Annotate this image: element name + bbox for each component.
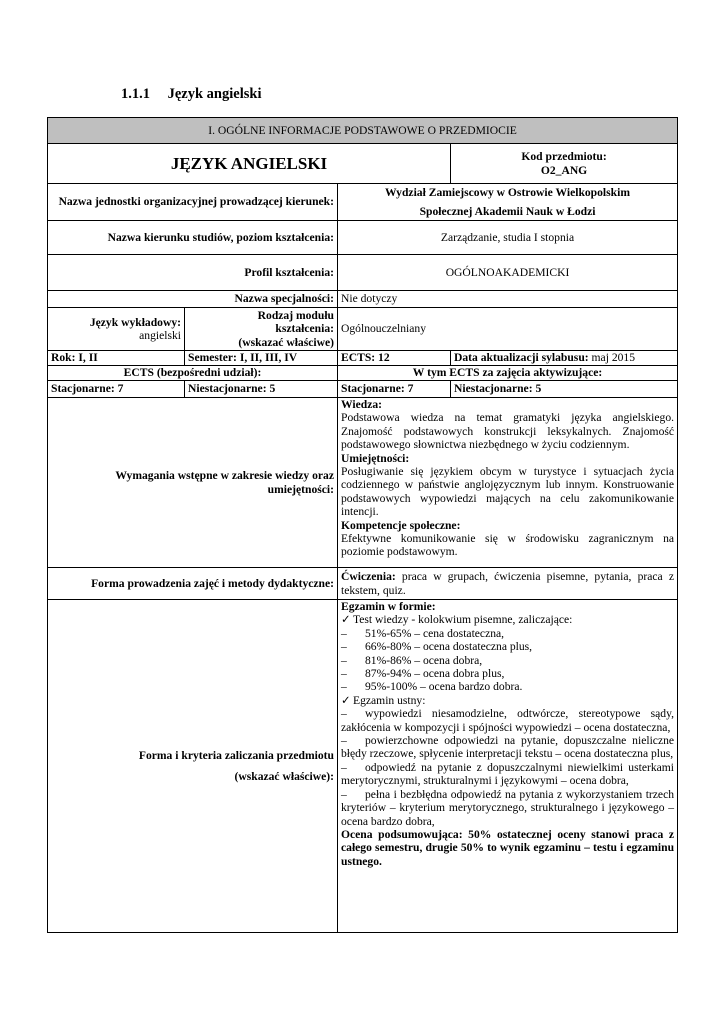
grade-text: 66%-80% – ocena dostateczna plus,	[365, 640, 533, 654]
list-item	[341, 654, 674, 667]
assessment-label	[48, 600, 338, 933]
specialty-value: Nie dotyczy	[338, 291, 678, 308]
profile-value: OGÓLNOAKADEMICKI	[338, 255, 678, 291]
list-item	[341, 761, 674, 788]
semester-cell: Semester: I, II, III, IV	[185, 351, 338, 366]
dash-icon: –	[341, 707, 347, 721]
update-cell	[451, 351, 678, 366]
methods-text: praca w grupach, ćwiczenia pisemne, pytania, praca z tekstem, quiz.	[341, 570, 675, 597]
skills-title: Umiejętności:	[341, 451, 410, 465]
dash-icon: –	[341, 680, 347, 694]
grade-text: 87%-94% – ocena dobra plus,	[365, 667, 505, 681]
dash-icon: –	[341, 667, 347, 681]
list-item	[341, 627, 674, 640]
unit-label: Nazwa jednostki organizacyjnej prowadzącej kierunek:	[48, 184, 338, 221]
language-value: angielski	[139, 329, 181, 342]
skills-text: Posługiwanie się językiem obcym w turystyce i sytuacjach życia codziennego w państwie anglojęzycznym lub innym. Konstruowanie podstawowych wypowiedzi mających na celu zakomunikowanie intencji.	[341, 465, 675, 519]
dash-icon: –	[341, 653, 347, 667]
table-row	[48, 184, 678, 221]
year-value: : I, II	[71, 351, 98, 365]
profile-label: Profil kształcenia:	[48, 255, 338, 291]
module-label-line3: (wskazać właściwe)	[238, 335, 334, 349]
update-value: maj 2015	[588, 351, 636, 365]
list-item	[341, 734, 674, 761]
oral-criterion-text: powierzchowne odpowiedzi na pytanie, dopuszczalne nieliczne błędy rzeczowe, spłycenie interpretacji tekstu – ocena dostateczna plus,	[341, 734, 675, 761]
oral-criterion-text: odpowiedź na pytanie z dopuszczalnymi niewielkimi usterkami merytorycznymi, strukturalnymi i językowymi – ocena dobra,	[341, 760, 675, 788]
check-icon: ✓	[341, 613, 351, 627]
unit-value-line1: Wydział Zamiejscowy w Ostrowie Wielkopolskim	[385, 186, 630, 200]
requirements-content	[338, 398, 678, 568]
course-code-label: Kod przedmiotu:	[521, 150, 607, 164]
grade-text: 51%-65% – cena dostateczna,	[365, 626, 505, 640]
unit-value	[338, 184, 678, 221]
table-row	[48, 381, 678, 398]
assessment-label-line1: Forma i kryteria zaliczania przedmiotu	[138, 748, 334, 762]
ects-full-time-active: Stacjonarne: 7	[338, 381, 451, 398]
course-code-value: O2_ANG	[540, 163, 588, 177]
oral-criterion-text: pełna i bezbłędna odpowiedź na pytania z wykorzystaniem trzech kryteriów – kryterium merytorycznego, strukturalnego i językowego – ocena bardzo dobra,	[341, 787, 675, 828]
module-label	[185, 308, 338, 351]
language-label: Język wykładowy:	[89, 315, 181, 329]
list-item	[341, 707, 674, 734]
dash-icon: –	[341, 626, 347, 640]
ects-full-time-direct: Stacjonarne: 7	[48, 381, 185, 398]
table-row	[48, 221, 678, 255]
grade-text: 81%-86% – ocena dobra,	[365, 653, 483, 667]
methods-label: Forma prowadzenia zajęć i metody dydaktyczne:	[48, 568, 338, 600]
section-heading	[121, 86, 261, 103]
dash-icon: –	[341, 787, 347, 801]
table-row	[48, 351, 678, 366]
written-test	[341, 613, 674, 626]
table-row	[48, 366, 678, 381]
ects-part-time-direct: Niestacjonarne: 5	[185, 381, 338, 398]
list-item	[341, 788, 674, 828]
list-item	[341, 680, 674, 693]
requirements-label-line2: umiejętności:	[267, 482, 334, 496]
ects-active-label: W tym ECTS za zajęcia aktywizujące:	[338, 366, 678, 381]
year-cell	[48, 351, 185, 366]
table-row	[48, 291, 678, 308]
module-value: Ogólnouczelniany	[338, 308, 678, 351]
table-row	[48, 398, 678, 568]
requirements-label-line1: Wymagania wstępne w zakresie wiedzy oraz	[115, 469, 334, 483]
syllabus-table	[47, 117, 678, 933]
oral-exam	[341, 694, 674, 707]
social-text: Efektywne komunikowanie się w środowisku zagranicznym na poziomie podstawowym.	[341, 532, 675, 559]
grade-text: 95%-100% – ocena bardzo dobra.	[365, 680, 523, 694]
field-value: Zarządzanie, studia I stopnia	[338, 221, 678, 255]
methods-title: Ćwiczenia:	[341, 570, 396, 584]
dash-icon: –	[341, 760, 347, 774]
ects-part-time-active: Niestacjonarne: 5	[451, 381, 678, 398]
knowledge-text: Podstawowa wiedza na temat gramatyki języka angielskiego. Znajomość podstawowych konstrukcji leksykalnych. Znajomość podstawowego słownictwa niezbędnego w życiu codziennym.	[341, 411, 675, 452]
summary-text: Ocena podsumowująca: 50% ostatecznej oceny stanowi praca z całego semestru, drugie 50% to wynik egzaminu – testu i egzaminu ustnego.	[341, 827, 675, 868]
module-label-line1: Rodzaj modułu	[257, 308, 334, 322]
exam-title: Egzamin w formie:	[341, 600, 436, 613]
table-row	[48, 144, 678, 184]
unit-value-line2: Społecznej Akademii Nauk w Łodzi	[419, 204, 596, 218]
table-row	[48, 600, 678, 933]
table-row	[48, 118, 678, 144]
oral-criterion-text: wypowiedzi niesamodzielne, odtwórcze, stereotypowe sądy, zakłócenia w kompozycji i spójności wypowiedzi – ocena dostateczna,	[341, 707, 675, 734]
ects-direct-label: ECTS (bezpośredni udział):	[48, 366, 338, 381]
table-row	[48, 308, 678, 351]
requirements-label	[48, 398, 338, 568]
oral-exam-text: Egzamin ustny:	[353, 693, 426, 707]
specialty-label: Nazwa specjalności:	[48, 291, 338, 308]
social-title: Kompetencje społeczne:	[341, 518, 461, 532]
section-heading-title: Język angielski	[167, 86, 262, 102]
field-label: Nazwa kierunku studiów, poziom kształcenia:	[48, 221, 338, 255]
ects-cell: ECTS: 12	[338, 351, 451, 366]
list-item	[341, 640, 674, 653]
section-number: 1.1.1	[121, 86, 150, 102]
update-label: Data aktualizacji sylabusu:	[454, 351, 589, 365]
dash-icon: –	[341, 640, 347, 654]
methods-content	[338, 568, 678, 600]
table-row	[48, 255, 678, 291]
course-code-cell	[451, 144, 678, 184]
list-item	[341, 667, 674, 680]
assessment-content	[338, 600, 678, 933]
year-label: Rok	[51, 351, 72, 365]
language-cell	[48, 308, 185, 351]
dash-icon: –	[341, 734, 347, 748]
written-test-text: Test wiedzy - kolokwium pisemne, zaliczające:	[353, 613, 573, 627]
section-title: I. OGÓLNE INFORMACJE PODSTAWOWE O PRZEDMIOCIE	[48, 118, 678, 144]
assessment-label-line2: (wskazać właściwe):	[234, 770, 334, 783]
knowledge-title: Wiedza:	[341, 398, 383, 411]
check-icon: ✓	[341, 693, 351, 707]
module-label-line2: kształcenia:	[275, 322, 334, 336]
course-title: JĘZYK ANGIELSKI	[48, 144, 451, 184]
table-row	[48, 568, 678, 600]
